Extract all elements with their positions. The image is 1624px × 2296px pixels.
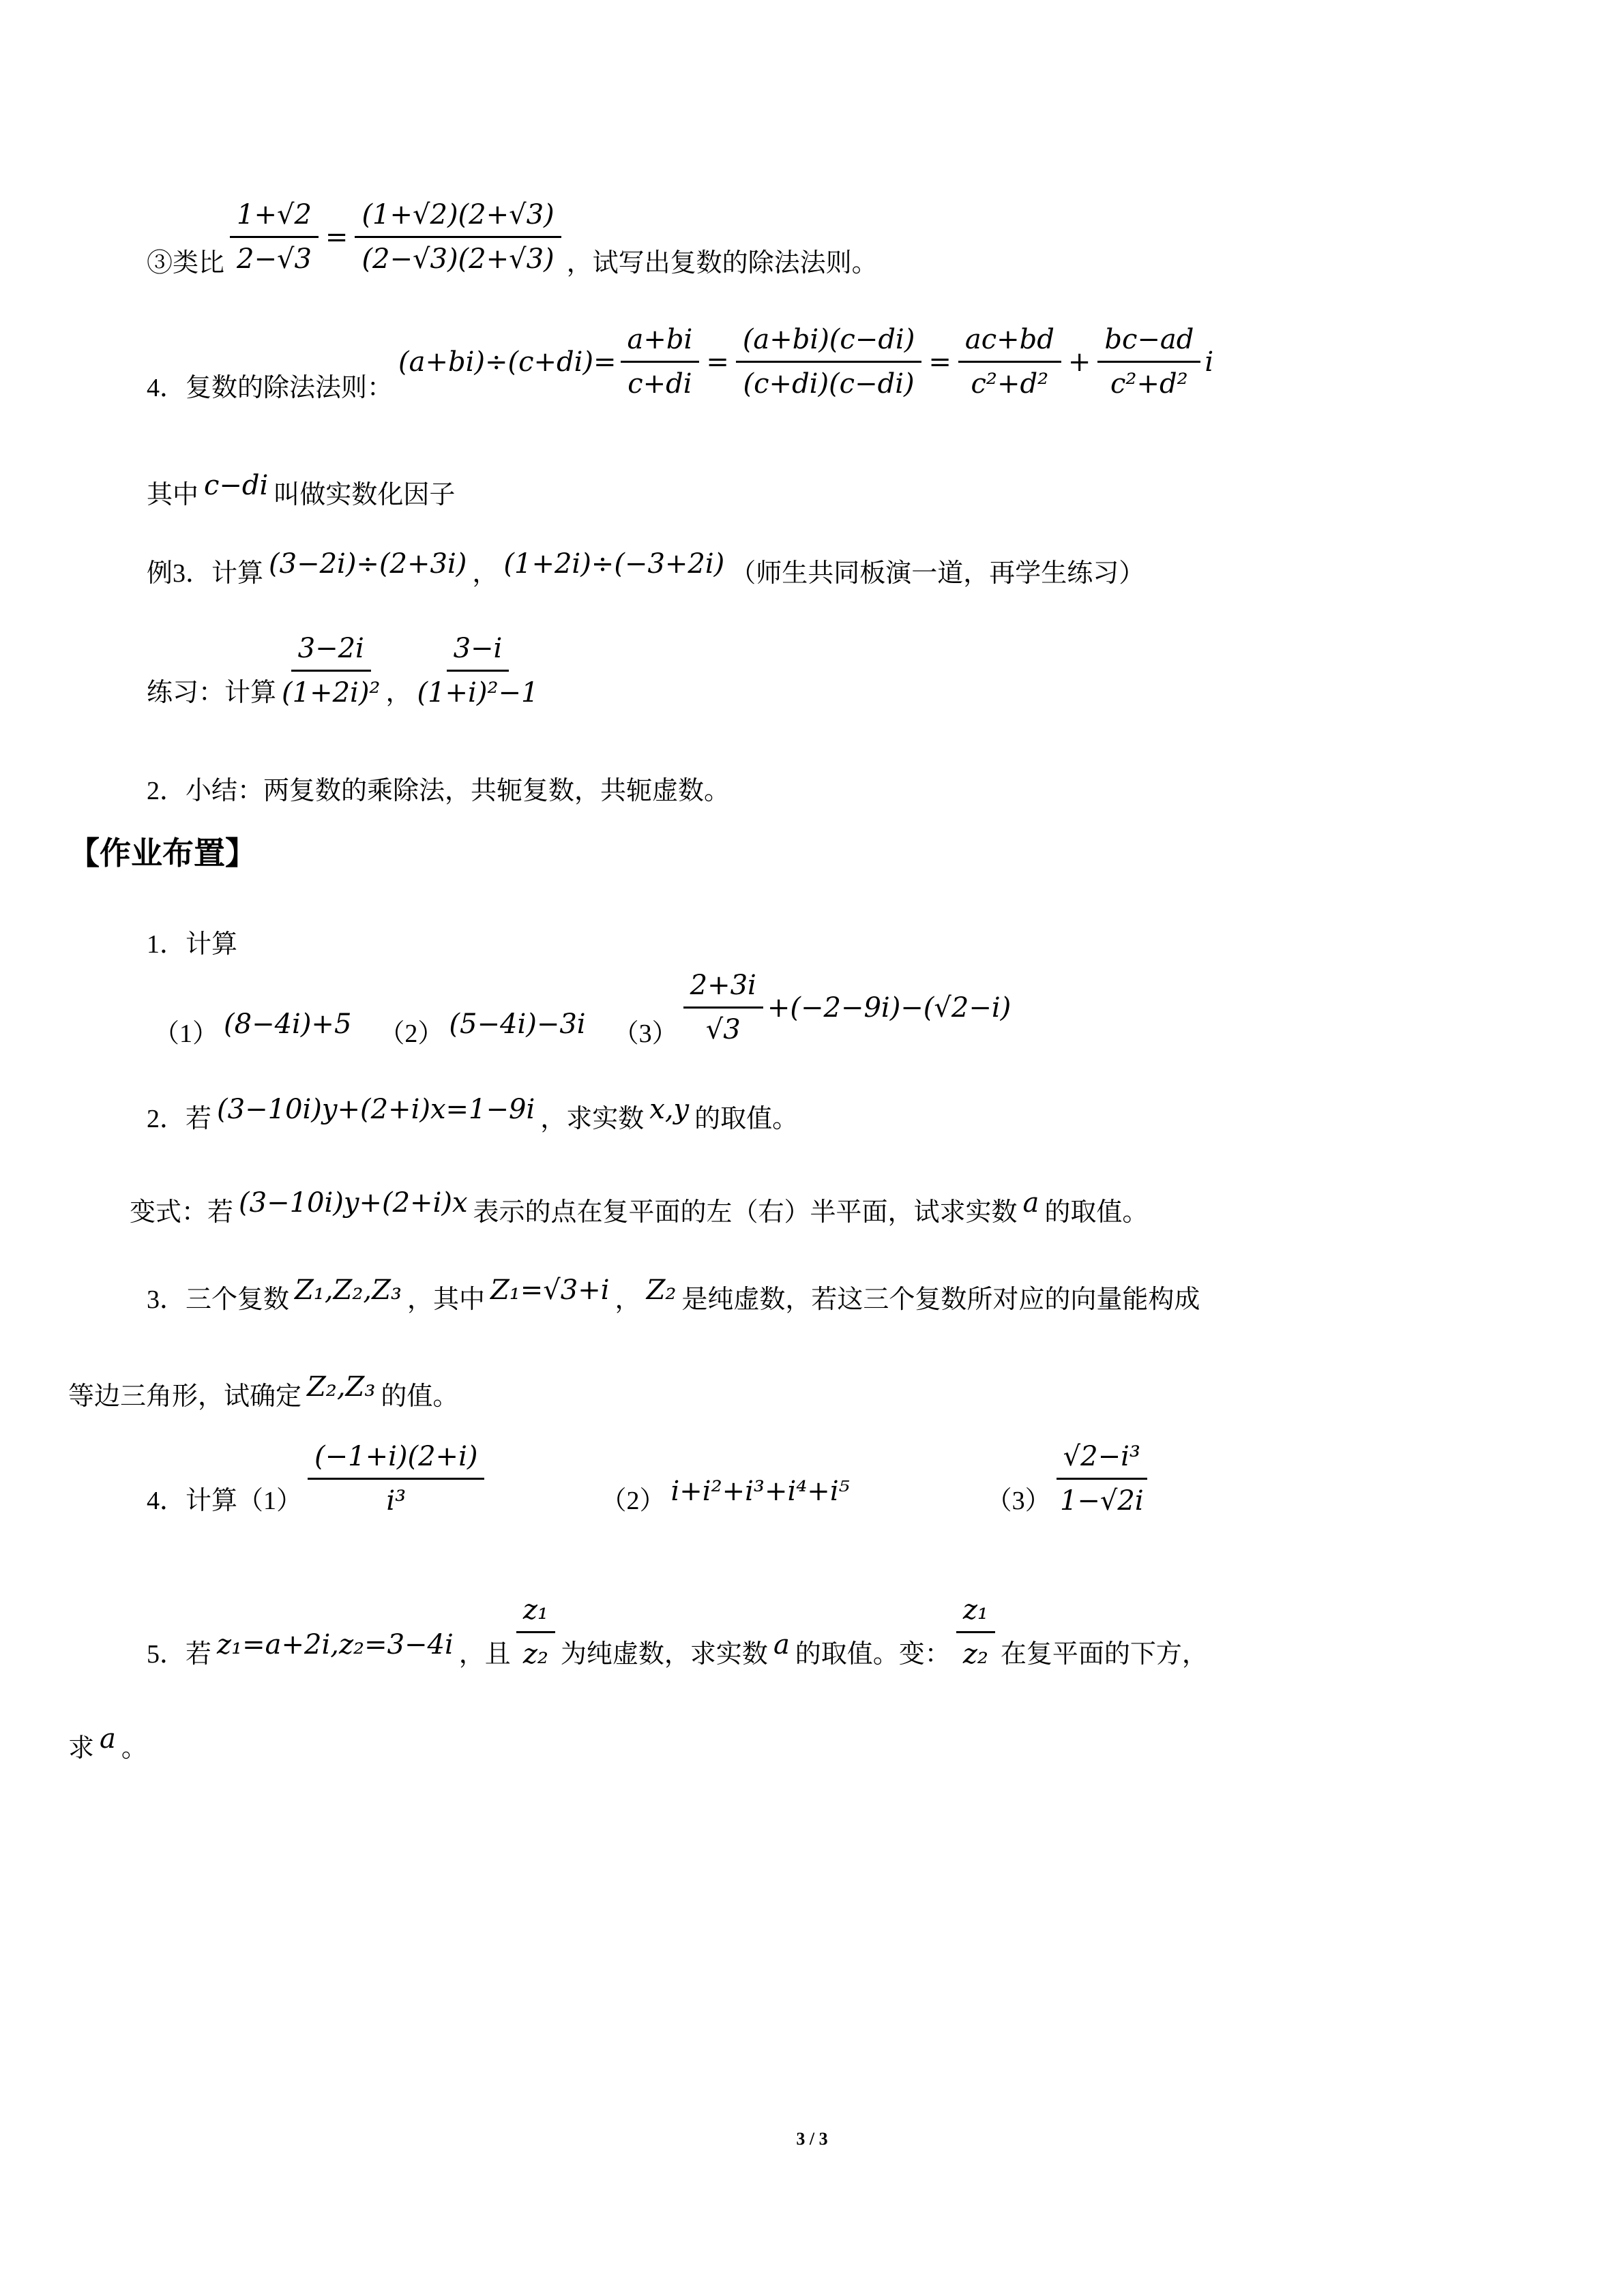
example3-comma: ， (472, 558, 499, 588)
analogy-prefix: ③类比 (147, 248, 225, 278)
fraction-denominator: √3 (705, 1014, 741, 1045)
hw3-math4: Z₂,Z₃ (307, 1371, 376, 1403)
division-rule-line (147, 326, 1213, 406)
hw3-cont: 等边三角形，试确定 (68, 1382, 302, 1411)
fraction-numerator: z₁ (516, 1592, 555, 1633)
fraction-numerator: (a+bi)(c−di) (736, 322, 922, 363)
hw3-math3: Z₂ (646, 1274, 677, 1306)
hw1-item1-number: （1） (153, 1019, 219, 1048)
hw2-variant-var: a (1022, 1187, 1039, 1219)
rule-fraction-3 (958, 322, 1061, 402)
fraction-numerator: 3−2i (291, 631, 371, 672)
fraction-denominator: c+di (628, 368, 692, 400)
hw1-items-line (153, 972, 1011, 1052)
equals-sign: = (706, 346, 729, 378)
hw2-prefix: 2．若 (147, 1104, 212, 1133)
hw5-mid2: 为纯虚数，求实数 (560, 1639, 768, 1669)
hw1-label: 1．计算 (147, 930, 238, 959)
hw5-var-a: a (773, 1629, 790, 1660)
hw2-math: (3−10i)y+(2+i)x=1−9i (217, 1094, 535, 1125)
factor-note-line (147, 470, 456, 513)
hw5-prefix: 5．若 (147, 1639, 212, 1669)
rule-fraction-1 (621, 322, 700, 402)
example3-math1: (3−2i)÷(2+3i) (269, 548, 467, 580)
hw4-item2-math: i+i²+i³+i⁴+i⁵ (670, 1476, 850, 1507)
practice-prefix: 练习：计算 (147, 678, 277, 707)
hw5-line (147, 1592, 1208, 1672)
example3-prefix: 例3．计算 (147, 558, 264, 588)
hw1-label-line (147, 927, 237, 962)
hw5-fraction-2 (956, 1592, 995, 1672)
hw5-mid1: ，且 (458, 1639, 511, 1669)
hw1-item2-number: （2） (379, 1019, 444, 1048)
page-number: 3 / 3 (796, 2129, 828, 2149)
hw2-variant-suffix: 的取值。 (1044, 1197, 1149, 1227)
hw1-item2-math: (5−4i)−3i (449, 1009, 586, 1040)
hw3-line-1 (147, 1274, 1200, 1317)
hw3-line-2 (68, 1371, 459, 1414)
hw2-variant-line (130, 1187, 1149, 1230)
fraction-denominator: i³ (386, 1485, 407, 1517)
summary-text: 2．小结：两复数的乘除法，共轭复数，共轭虚数。 (147, 777, 730, 805)
hw4-item1-fraction (308, 1439, 484, 1519)
hw4-label: 4．计算（1） (147, 1486, 303, 1515)
rule-fraction-4 (1097, 322, 1200, 402)
fraction-denominator: z₂ (522, 1639, 548, 1670)
homework-heading-line (68, 833, 256, 874)
hw3-mid1: ，其中 (407, 1285, 485, 1314)
example3-math2: (1+2i)÷(−3+2i) (503, 548, 725, 580)
fraction-denominator: 1−√2i (1059, 1485, 1144, 1517)
hw2-mid: ，求实数 (540, 1104, 645, 1133)
hw1-item3-formula (683, 968, 1012, 1047)
hw5-suffix: 在复平面的下方， (1000, 1639, 1208, 1669)
fraction-numerator: a+bi (621, 322, 700, 363)
hw1-item3-number: （3） (612, 1019, 678, 1048)
hw5-math1: z₁=a+2i,z₂=3−4i (217, 1629, 454, 1660)
practice-comma: ， (385, 678, 412, 707)
factor-note-math: c−di (204, 470, 269, 501)
fraction-denominator: (1+2i)² (282, 677, 381, 709)
fraction-numerator: z₁ (956, 1592, 995, 1633)
analogy-line (147, 201, 878, 281)
fraction-denominator: c²+d² (971, 368, 1049, 400)
fraction-numerator: (1+√2)(2+√3) (355, 197, 561, 238)
hw1-item1-math: (8−4i)+5 (224, 1009, 352, 1040)
homework-heading: 【作业布置】 (68, 836, 256, 871)
analogy-fraction-left (230, 197, 319, 277)
hw5-fraction-1 (516, 1592, 555, 1672)
hw5-mid3: 的取值。变： (795, 1639, 951, 1669)
hw4-item3-fraction (1057, 1439, 1147, 1519)
hw2-vars: x,y (649, 1094, 690, 1125)
division-rule-formula (398, 322, 1213, 402)
hw5-var-a-2: a (100, 1723, 116, 1755)
division-rule-label: 4．复数的除法法则： (147, 373, 394, 402)
hw5-cont-prefix: 求 (68, 1733, 95, 1763)
summary-line (147, 774, 730, 809)
hw3-suffix: 的值。 (381, 1382, 459, 1411)
fraction-numerator: (−1+i)(2+i) (308, 1439, 484, 1480)
example3-suffix: （师生共同板演一道，再学生练习） (730, 558, 1145, 588)
rule-lhs: (a+bi)÷(c+di)= (398, 346, 617, 378)
hw5-cont-suffix: 。 (121, 1733, 147, 1763)
analogy-suffix: ，试写出复数的除法法则。 (566, 248, 878, 278)
hw2-line (147, 1094, 799, 1137)
rule-tail-i: i (1205, 346, 1214, 378)
analogy-fraction-right (355, 197, 561, 277)
fraction-numerator: √2−i³ (1057, 1439, 1147, 1480)
hw3-math1: Z₁,Z₂,Z₃ (295, 1274, 402, 1306)
equals-sign: = (928, 346, 951, 378)
hw3-comma: ， (615, 1285, 641, 1314)
hw4-item2-number: （2） (600, 1486, 666, 1515)
fraction-denominator: c²+d² (1110, 368, 1188, 400)
plus-sign: + (1067, 346, 1091, 378)
fraction-denominator: 2−√3 (237, 243, 312, 275)
hw3-mid2: 是纯虚数，若这三个复数所对应的向量能构成 (681, 1285, 1200, 1314)
hw5-continuation-line (68, 1723, 147, 1766)
fraction-numerator: 3−i (447, 631, 510, 672)
fraction-numerator: 1+√2 (230, 197, 319, 238)
hw4-line (147, 1439, 1147, 1519)
practice-fraction-2 (417, 631, 538, 711)
hw3-prefix: 3．三个复数 (147, 1285, 290, 1314)
practice-fraction-1 (282, 631, 380, 711)
example3-line (147, 548, 1145, 591)
equals-sign: = (325, 221, 349, 253)
practice-line (147, 631, 538, 711)
rule-fraction-2 (736, 322, 922, 402)
fraction-denominator: (2−√3)(2+√3) (361, 243, 555, 275)
hw2-suffix: 的取值。 (694, 1104, 799, 1133)
fraction-denominator: (c+di)(c−di) (743, 368, 915, 400)
hw4-item3-number: （3） (986, 1486, 1051, 1515)
hw1-item3-fraction (683, 968, 763, 1047)
factor-note-suffix: 叫做实数化因子 (274, 480, 456, 509)
fraction-numerator: ac+bd (958, 322, 1061, 363)
hw1-item3-rest: +(−2−9i)−(√2−i) (767, 992, 1012, 1024)
fraction-denominator: (1+i)²−1 (417, 677, 539, 709)
fraction-denominator: z₂ (962, 1639, 988, 1670)
hw2-variant-mid: 表示的点在复平面的左（右）半平面，试求实数 (473, 1197, 1018, 1227)
fraction-numerator: bc−ad (1097, 322, 1200, 363)
hw3-math2: Z₁=√3+i (490, 1274, 610, 1306)
factor-note-prefix: 其中 (147, 480, 199, 509)
fraction-numerator: 2+3i (683, 968, 763, 1009)
hw2-variant-math: (3−10i)y+(2+i)x (239, 1187, 468, 1219)
analogy-formula (230, 197, 561, 277)
hw2-variant-prefix: 变式：若 (130, 1197, 234, 1227)
